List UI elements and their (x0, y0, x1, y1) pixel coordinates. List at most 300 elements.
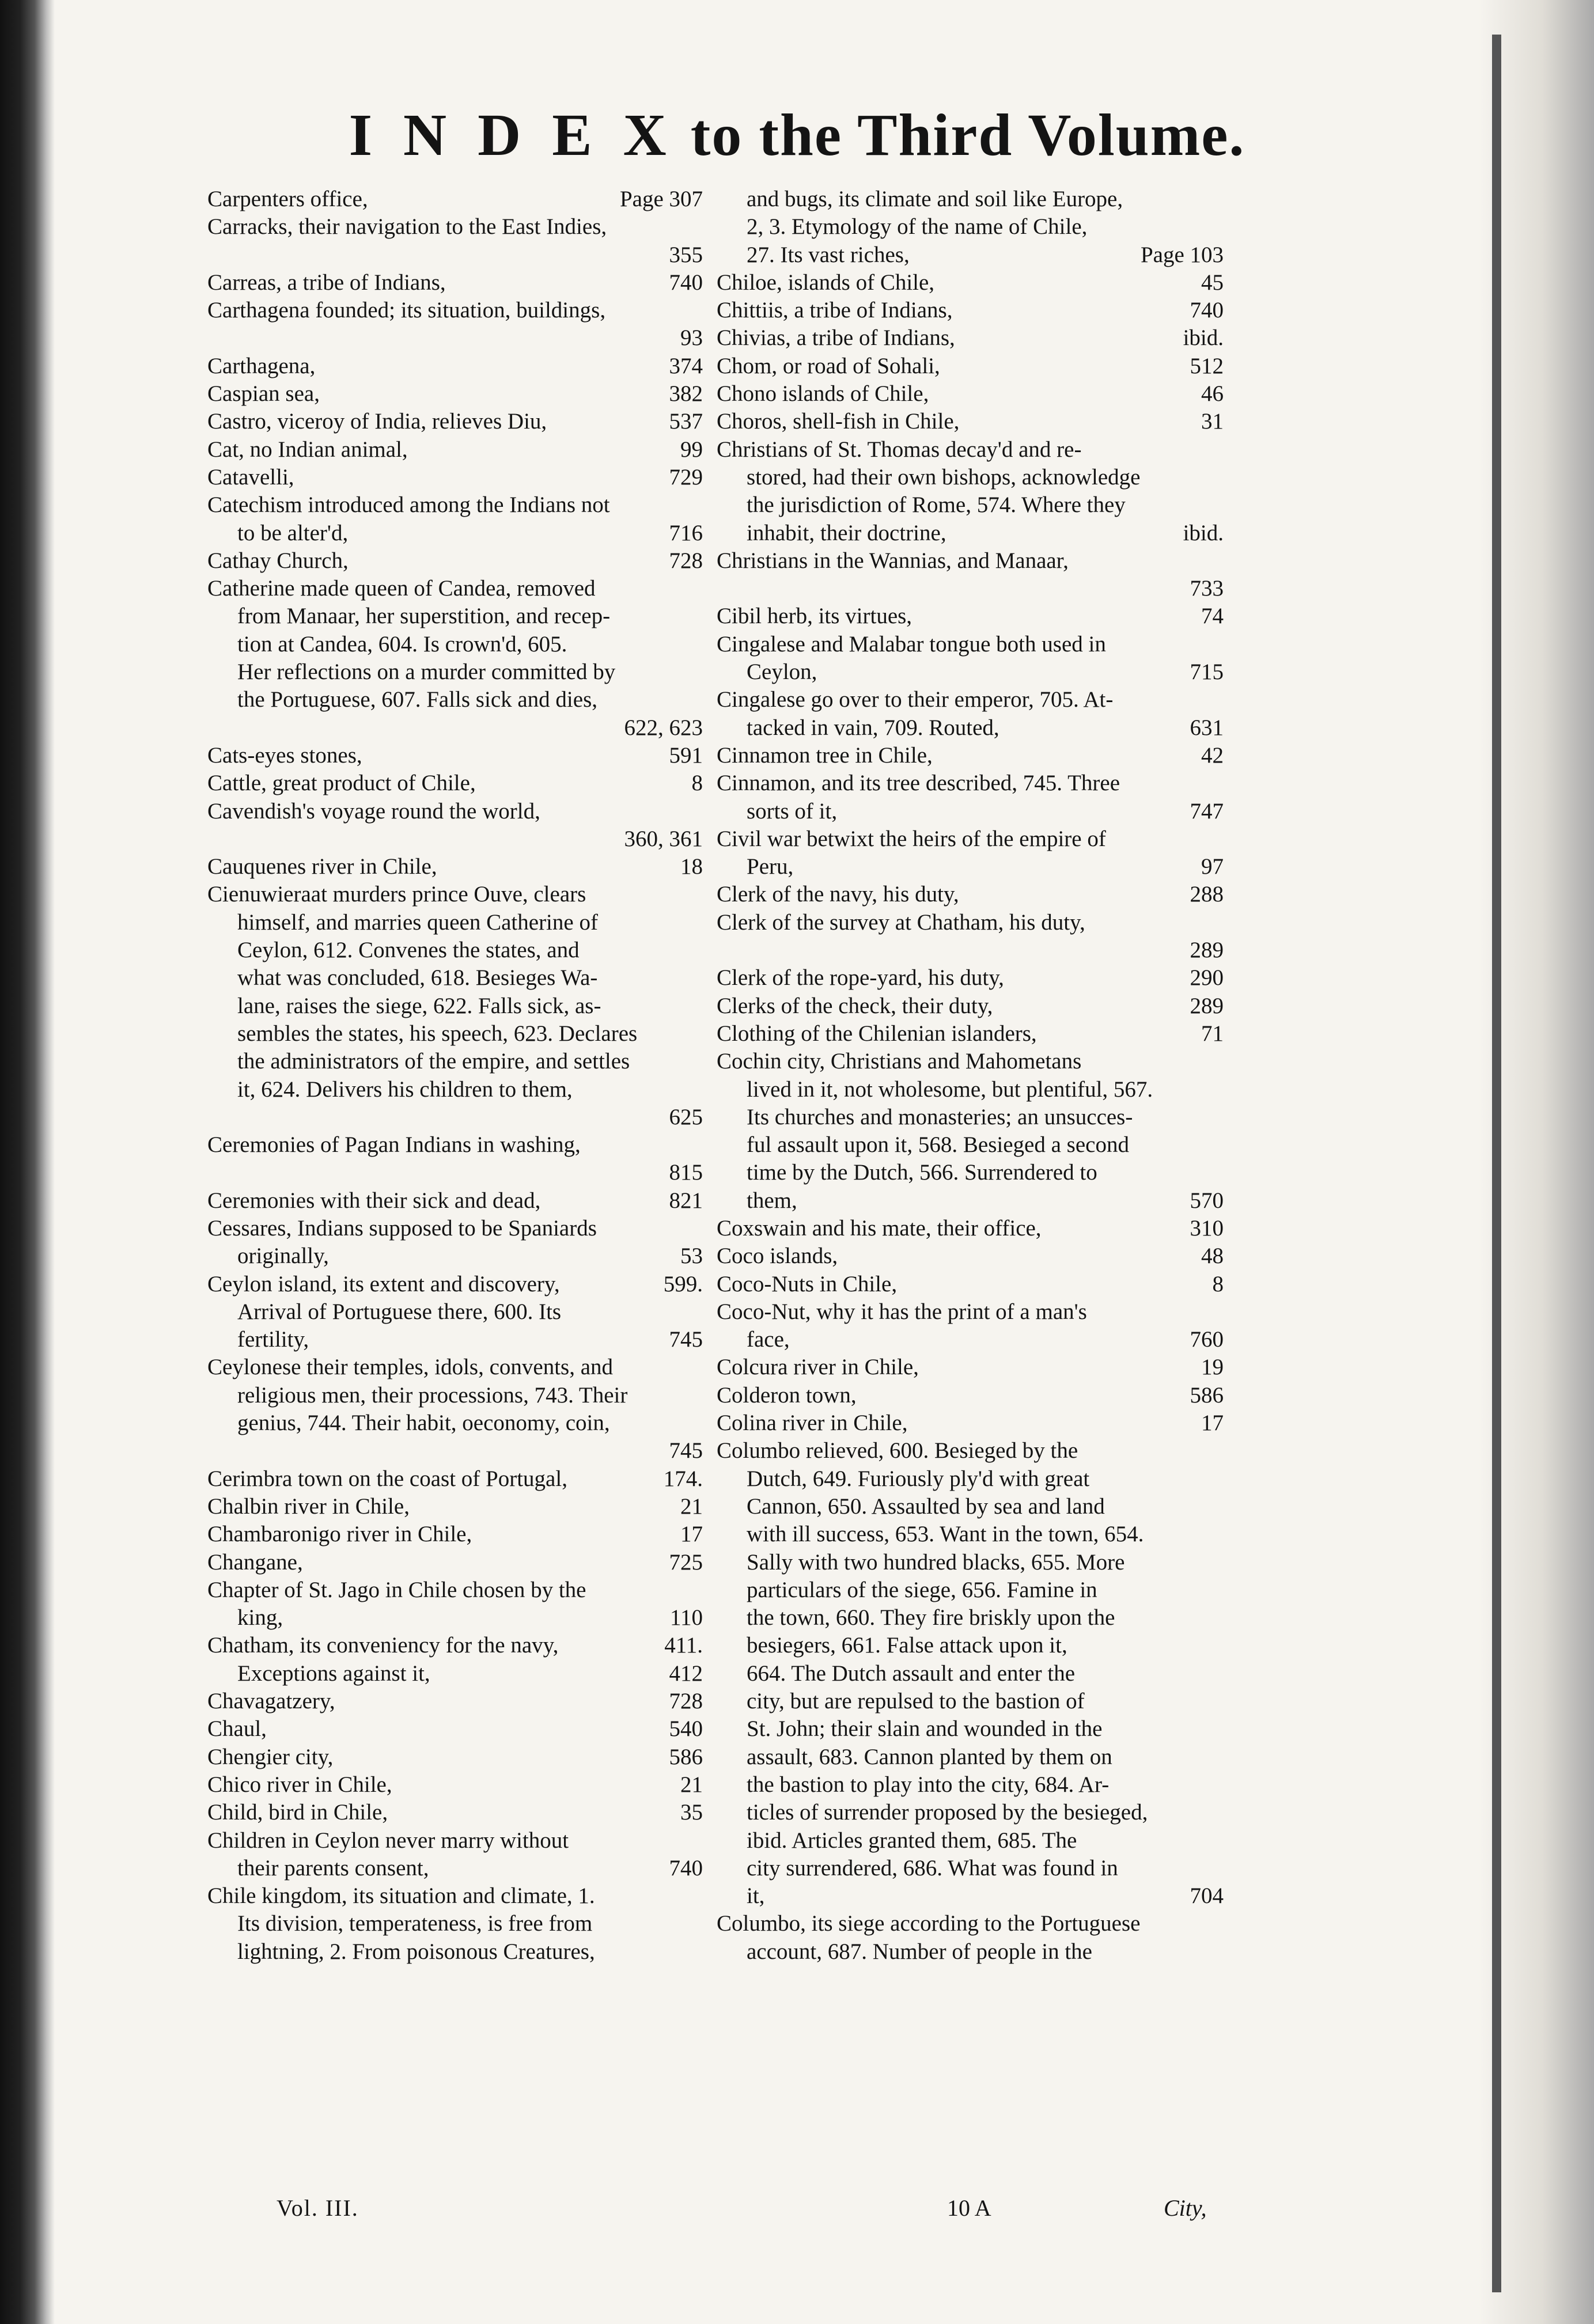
index-line-text: Columbo relieved, 600. Besieged by the (717, 1438, 1078, 1464)
index-line-text: sorts of it, (747, 798, 838, 824)
index-line-text: Cavendish's voyage round the world, (207, 798, 540, 824)
index-line-text: the jurisdiction of Rome, 574. Where they (747, 492, 1126, 518)
index-line-text: Christians of St. Thomas decay'd and re- (717, 437, 1082, 462)
index-line (207, 1576, 703, 1604)
index-page-ref: 512 (1190, 353, 1224, 378)
index-line (207, 1076, 703, 1104)
index-line (717, 352, 1224, 380)
index-line (207, 658, 703, 686)
index-page-ref: 374 (669, 353, 703, 378)
index-page-ref: Page 103 (1140, 242, 1224, 267)
index-line (717, 269, 1224, 297)
index-line-text: religious men, their processions, 743. Their (237, 1382, 628, 1408)
index-line (717, 1215, 1224, 1242)
index-line (717, 658, 1224, 686)
index-line-text: tacked in vain, 709. Routed, (747, 715, 999, 740)
index-page-ref: 725 (669, 1549, 703, 1575)
index-line (207, 1409, 703, 1437)
index-line (717, 1465, 1224, 1493)
index-line-text: Coco-Nut, why it has the print of a man's (717, 1299, 1087, 1324)
index-line-text: Chengier city, (207, 1744, 334, 1769)
index-page-ref: 290 (1190, 965, 1224, 991)
index-line-text: Choros, shell-fish in Chile, (717, 409, 960, 434)
index-page-ref: 288 (1190, 882, 1224, 907)
index-line (717, 825, 1224, 853)
index-line (717, 992, 1224, 1020)
index-line-text: the bastion to play into the city, 684. Ar- (747, 1772, 1110, 1797)
index-line (717, 1409, 1224, 1437)
index-line-text: city, but are repulsed to the bastion of (747, 1689, 1085, 1714)
index-line (207, 1326, 703, 1354)
index-line (207, 1104, 703, 1131)
index-line (207, 1604, 703, 1632)
index-line (717, 1493, 1224, 1521)
index-line-text: Carpenters office, (207, 187, 368, 211)
index-line-text: Columbo, its siege according to the Portuguese (717, 1911, 1141, 1936)
index-page-ref: 745 (669, 1327, 703, 1352)
index-page-ref: 48 (1201, 1243, 1224, 1269)
index-line-text: Arrival of Portuguese there, 600. Its (237, 1299, 562, 1324)
index-line (717, 1882, 1224, 1910)
index-line-text: Cingalese and Malabar tongue both used in (717, 631, 1106, 657)
index-line (717, 1437, 1224, 1465)
index-line-text: inhabit, their doctrine, (747, 520, 946, 545)
index-line-text: Ceylon, 612. Convenes the states, and (237, 938, 580, 963)
index-page-ref: 382 (669, 381, 703, 407)
index-line (717, 1326, 1224, 1354)
index-line-text: ibid. Articles granted them, 685. The (747, 1828, 1077, 1853)
index-line (717, 1159, 1224, 1186)
index-line (717, 1688, 1224, 1715)
binding-shadow-left (0, 0, 55, 2324)
index-line (207, 1632, 703, 1659)
index-line-text: it, 624. Delivers his children to them, (237, 1076, 573, 1102)
index-line-text: Dutch, 649. Furiously ply'd with great (747, 1466, 1090, 1491)
index-line-text: Cochin city, Christians and Mahometans (717, 1049, 1082, 1074)
index-line (207, 853, 703, 881)
index-line (207, 241, 703, 269)
index-line (207, 1715, 703, 1743)
index-page-ref: 17 (1201, 1411, 1224, 1436)
index-line (717, 1020, 1224, 1048)
index-page-ref: 704 (1190, 1883, 1224, 1909)
index-line (717, 1271, 1224, 1298)
index-line (717, 742, 1224, 769)
index-line-text: Chaul, (207, 1716, 267, 1742)
index-line-text: assault, 683. Cannon planted by them on (747, 1744, 1112, 1769)
index-page-ref: 97 (1201, 854, 1224, 879)
index-line-text: Ceremonies of Pagan Indians in washing, (207, 1132, 581, 1158)
index-line (207, 575, 703, 602)
index-line-text: Colderon town, (717, 1382, 857, 1408)
index-line-text: Christians in the Wannias, and Manaar, (717, 548, 1069, 573)
page-fold-line (1492, 35, 1501, 2292)
index-page-ref: 93 (680, 325, 703, 351)
index-line (717, 714, 1224, 742)
index-line-text: their parents consent, (237, 1855, 429, 1881)
index-page-ref: 740 (669, 270, 703, 295)
index-page-ref: 289 (1190, 938, 1224, 963)
index-line (717, 937, 1224, 964)
index-line (207, 1187, 703, 1215)
index-line-text: stored, had their own bishops, acknowledge (747, 464, 1141, 490)
index-line-text: Ceylonese their temples, idols, convents, and (207, 1355, 614, 1380)
index-page-ref: 360, 361 (624, 826, 703, 851)
index-page-ref: 310 (1190, 1215, 1224, 1241)
index-line-text: Carracks, their navigation to the East Indies, (207, 214, 607, 240)
index-line (717, 1743, 1224, 1771)
index-page-ref: 99 (680, 437, 703, 462)
index-line (717, 547, 1224, 575)
index-line-text: Her reflections on a murder committed by (237, 659, 616, 685)
index-page-ref: 821 (669, 1188, 703, 1213)
index-line-text: Clerks of the check, their duty, (717, 993, 993, 1018)
index-line (717, 185, 1224, 213)
index-line (207, 1437, 703, 1465)
index-line (717, 909, 1224, 937)
index-page-ref: 728 (669, 548, 703, 573)
index-page-ref: 71 (1201, 1021, 1224, 1046)
index-line (207, 714, 703, 742)
index-line-text: Chittiis, a tribe of Indians, (717, 298, 953, 323)
index-line (717, 1799, 1224, 1826)
index-line (717, 241, 1224, 269)
index-line (207, 1882, 703, 1910)
index-page-ref: 760 (1190, 1327, 1224, 1352)
index-line (717, 408, 1224, 435)
index-line (717, 213, 1224, 241)
index-line (717, 1549, 1224, 1576)
index-line-text: Colcura river in Chile, (717, 1355, 919, 1380)
index-line-text: them, (747, 1188, 797, 1213)
index-line-text: with ill success, 653. Want in the town, 654. (747, 1522, 1144, 1547)
index-line-text: Civil war betwixt the heirs of the empire of (717, 826, 1106, 851)
index-line-text: Caspian sea, (207, 381, 320, 407)
index-page-ref: 622, 623 (624, 715, 703, 740)
index-line-text: Coxswain and his mate, their office, (717, 1215, 1042, 1241)
index-line (717, 1938, 1224, 1966)
index-line-text: sembles the states, his speech, 623. Declares (237, 1021, 638, 1046)
index-line-text: Colina river in Chile, (717, 1411, 908, 1436)
index-line (207, 1048, 703, 1075)
signature-mark: 10 A (947, 2195, 991, 2221)
index-line-text: Ceylon, (747, 659, 817, 685)
index-line-text: besiegers, 661. False attack upon it, (747, 1633, 1067, 1658)
index-line-text: Catechism introduced among the Indians not (207, 492, 610, 518)
index-page-ref: 716 (669, 520, 703, 545)
index-line-text: Carthagena founded; its situation, buildings, (207, 298, 606, 323)
index-page-ref: 45 (1201, 270, 1224, 295)
index-line (207, 1743, 703, 1771)
index-line-text: Chico river in Chile, (207, 1772, 392, 1797)
index-line-text: ful assault upon it, 568. Besieged a second (747, 1132, 1129, 1158)
index-page-ref: 733 (1190, 576, 1224, 601)
index-line-text: particulars of the siege, 656. Famine in (747, 1577, 1097, 1602)
index-line (207, 1549, 703, 1576)
index-page-ref: 35 (680, 1800, 703, 1825)
index-line-text: 27. Its vast riches, (747, 242, 910, 267)
index-line-text: Carreas, a tribe of Indians, (207, 270, 446, 295)
index-line-text: Clothing of the Chilenian islanders, (717, 1021, 1037, 1046)
index-line (717, 491, 1224, 519)
index-line-text: Clerk of the rope-yard, his duty, (717, 965, 1004, 991)
index-line (717, 1076, 1224, 1104)
index-line (207, 881, 703, 908)
index-line (207, 798, 703, 825)
index-line (207, 520, 703, 547)
index-line-text: Cattle, great product of Chile, (207, 771, 476, 796)
index-page-ref: 17 (680, 1522, 703, 1547)
index-line (207, 380, 703, 408)
index-line (717, 1242, 1224, 1270)
index-line (207, 1938, 703, 1966)
index-line-text: Catavelli, (207, 464, 294, 490)
index-line (207, 297, 703, 324)
index-line-text: originally, (237, 1243, 329, 1269)
index-line (207, 1771, 703, 1799)
index-line (717, 769, 1224, 797)
index-line (207, 1660, 703, 1688)
index-line-text: Ceylon island, its extent and discovery, (207, 1271, 560, 1296)
index-line (717, 1521, 1224, 1548)
index-line-text: ticles of surrender proposed by the besieged, (747, 1800, 1148, 1825)
index-page-ref: 631 (1190, 715, 1224, 740)
index-line-text: Chapter of St. Jago in Chile chosen by the (207, 1577, 586, 1602)
page-title-rest: to the Third Volume. (674, 102, 1245, 168)
index-line (717, 1104, 1224, 1131)
index-line-text: Chalbin river in Chile, (207, 1493, 410, 1519)
index-line-text: the administrators of the empire, and settles (237, 1049, 630, 1074)
index-line (207, 464, 703, 491)
index-line-text: Exceptions against it, (237, 1660, 430, 1686)
index-line (717, 1048, 1224, 1075)
index-page-ref: 21 (680, 1493, 703, 1519)
index-line (717, 1354, 1224, 1381)
index-line (207, 686, 703, 714)
index-line (207, 269, 703, 297)
index-page-ref: 289 (1190, 993, 1224, 1018)
index-line (207, 1020, 703, 1048)
index-line-text: Its churches and monasteries; an unsucces- (747, 1104, 1133, 1129)
index-page-ref: 537 (669, 409, 703, 434)
index-line (717, 1131, 1224, 1159)
index-line-text: 2, 3. Etymology of the name of Chile, (747, 214, 1088, 240)
index-line-text: lane, raises the siege, 622. Falls sick, as- (237, 993, 601, 1018)
index-line-text: himself, and marries queen Catherine of (237, 909, 598, 935)
index-line (717, 1715, 1224, 1743)
index-line (207, 602, 703, 630)
index-page-ref: 745 (669, 1438, 703, 1464)
index-line-text: Chiloe, islands of Chile, (717, 270, 935, 295)
index-line-text: Cauquenes river in Chile, (207, 854, 437, 879)
index-line (717, 1827, 1224, 1855)
index-line (207, 1242, 703, 1270)
index-line (207, 1910, 703, 1938)
index-line-text: Ceremonies with their sick and dead, (207, 1188, 541, 1213)
index-line (207, 213, 703, 241)
index-page-ref: 586 (1190, 1382, 1224, 1408)
index-line (717, 881, 1224, 908)
index-line-text: Child, bird in Chile, (207, 1800, 388, 1825)
index-line-text: Children in Ceylon never marry without (207, 1828, 569, 1853)
index-line (207, 1131, 703, 1159)
index-line (717, 520, 1224, 547)
index-line-text: 664. The Dutch assault and enter the (747, 1660, 1076, 1686)
index-page-ref: 18 (680, 854, 703, 879)
index-line (207, 1799, 703, 1826)
index-line-text: fertility, (237, 1327, 309, 1352)
index-line-text: it, (747, 1883, 765, 1909)
index-line (207, 324, 703, 352)
index-line (717, 1660, 1224, 1688)
index-page-ref: Page 307 (619, 187, 703, 211)
index-line (207, 1354, 703, 1381)
index-line (717, 324, 1224, 352)
index-page-ref: 540 (669, 1716, 703, 1742)
index-line (207, 1159, 703, 1186)
index-line (717, 853, 1224, 881)
index-line-text: Catherine made queen of Candea, removed (207, 576, 596, 601)
index-line (717, 1298, 1224, 1326)
index-line (207, 1827, 703, 1855)
index-line-text: the Portuguese, 607. Falls sick and dies, (237, 687, 598, 712)
index-line (207, 631, 703, 658)
index-page-ref: 31 (1201, 409, 1224, 434)
index-line (207, 1521, 703, 1548)
page-title-index: I N D E X (349, 102, 675, 168)
index-column-left (207, 185, 703, 1966)
index-line (207, 1855, 703, 1882)
index-line-text: city surrendered, 686. What was found in (747, 1855, 1118, 1881)
index-line (717, 464, 1224, 491)
index-page-ref: 42 (1201, 742, 1224, 768)
index-line (207, 937, 703, 964)
index-line-text: Chivias, a tribe of Indians, (717, 325, 955, 351)
index-page-ref: 8 (1212, 1271, 1224, 1296)
index-page-ref: 411. (664, 1633, 703, 1658)
index-line (717, 1910, 1224, 1938)
index-page-ref: 355 (669, 242, 703, 267)
index-line-text: Castro, viceroy of India, relieves Diu, (207, 409, 547, 434)
index-line-text: from Manaar, her superstition, and recep- (237, 604, 611, 629)
index-page-ref: 21 (680, 1772, 703, 1797)
index-line (717, 380, 1224, 408)
catchword: City, (1164, 2195, 1207, 2221)
index-line-text: what was concluded, 618. Besieges Wa- (237, 965, 598, 991)
index-line-text: St. John; their slain and wounded in the (747, 1716, 1103, 1742)
index-line-text: Cats-eyes stones, (207, 742, 362, 768)
index-line-text: Chatham, its conveniency for the navy, (207, 1633, 559, 1658)
index-line-text: lightning, 2. From poisonous Creatures, (237, 1939, 595, 1964)
index-line-text: Coco islands, (717, 1243, 838, 1269)
index-page-ref: 412 (669, 1660, 703, 1686)
index-line-text: Carthagena, (207, 353, 316, 378)
index-page-ref: 740 (669, 1855, 703, 1881)
index-line-text: the town, 660. They fire briskly upon the (747, 1605, 1115, 1631)
index-line-text: Changane, (207, 1549, 303, 1575)
index-line (207, 769, 703, 797)
index-line (717, 798, 1224, 825)
index-line (207, 1465, 703, 1493)
index-line-text: Cat, no Indian animal, (207, 437, 408, 462)
index-line-text: Chono islands of Chile, (717, 381, 929, 407)
index-line (717, 436, 1224, 464)
index-line (207, 964, 703, 992)
index-line-text: Cannon, 650. Assaulted by sea and land (747, 1493, 1105, 1519)
index-line (717, 602, 1224, 630)
index-line-text: Chavagatzery, (207, 1689, 335, 1714)
index-line-text: Cerimbra town on the coast of Portugal, (207, 1466, 567, 1491)
index-line (207, 742, 703, 769)
index-line (717, 1576, 1224, 1604)
index-line-text: time by the Dutch, 566. Surrendered to (747, 1160, 1097, 1185)
index-page-ref: 815 (669, 1160, 703, 1185)
index-line (717, 1771, 1224, 1799)
index-line-text: Clerk of the survey at Chatham, his duty, (717, 909, 1085, 935)
index-line-text: to be alter'd, (237, 520, 349, 545)
index-line-text: Peru, (747, 854, 794, 879)
index-line (207, 1382, 703, 1409)
index-line (717, 631, 1224, 658)
index-page-ref: 46 (1201, 381, 1224, 407)
index-page-ref: 728 (669, 1689, 703, 1714)
index-line-text: Chile kingdom, its situation and climate, 1. (207, 1883, 595, 1909)
index-page-ref: 740 (1190, 298, 1224, 323)
index-line (207, 1688, 703, 1715)
index-line-text: tion at Candea, 604. Is crown'd, 605. (237, 631, 567, 657)
index-page-ref: 599. (663, 1271, 703, 1296)
index-line-text: Chambaronigo river in Chile, (207, 1522, 472, 1547)
index-line-text: account, 687. Number of people in the (747, 1939, 1092, 1964)
index-line-text: Sally with two hundred blacks, 655. More (747, 1549, 1125, 1575)
index-page-ref: 715 (1190, 659, 1224, 685)
index-line-text: Cibil herb, its virtues, (717, 604, 913, 629)
index-line (717, 297, 1224, 324)
index-page-ref: ibid. (1183, 520, 1224, 545)
index-line (207, 1215, 703, 1242)
volume-label: Vol. III. (277, 2195, 359, 2221)
index-line (717, 964, 1224, 992)
index-line-text: Cinnamon, and its tree described, 745. Three (717, 771, 1120, 796)
index-line (207, 1298, 703, 1326)
index-line-text: Cinnamon tree in Chile, (717, 742, 933, 768)
index-line (207, 185, 703, 213)
index-line (207, 1271, 703, 1298)
index-line-text: Cessares, Indians supposed to be Spaniards (207, 1215, 597, 1241)
index-page-ref: 174. (663, 1466, 703, 1491)
index-line-text: lived in it, not wholesome, but plentiful, 567. (747, 1076, 1153, 1102)
index-line (717, 1855, 1224, 1882)
index-line (717, 575, 1224, 602)
index-line (717, 686, 1224, 714)
index-line (207, 408, 703, 435)
index-line (717, 1187, 1224, 1215)
index-column-right (717, 185, 1224, 1966)
index-line (717, 1604, 1224, 1632)
page-title (0, 101, 1594, 169)
index-page-ref: 53 (680, 1243, 703, 1269)
index-line (717, 1382, 1224, 1409)
index-line (207, 992, 703, 1020)
index-page-ref: 110 (669, 1605, 703, 1631)
index-line-text: face, (747, 1327, 790, 1352)
index-line (207, 436, 703, 464)
index-page-ref: 19 (1201, 1355, 1224, 1380)
index-line (207, 491, 703, 519)
index-line (207, 547, 703, 575)
index-line-text: king, (237, 1605, 283, 1631)
index-page-ref: 747 (1190, 798, 1224, 824)
